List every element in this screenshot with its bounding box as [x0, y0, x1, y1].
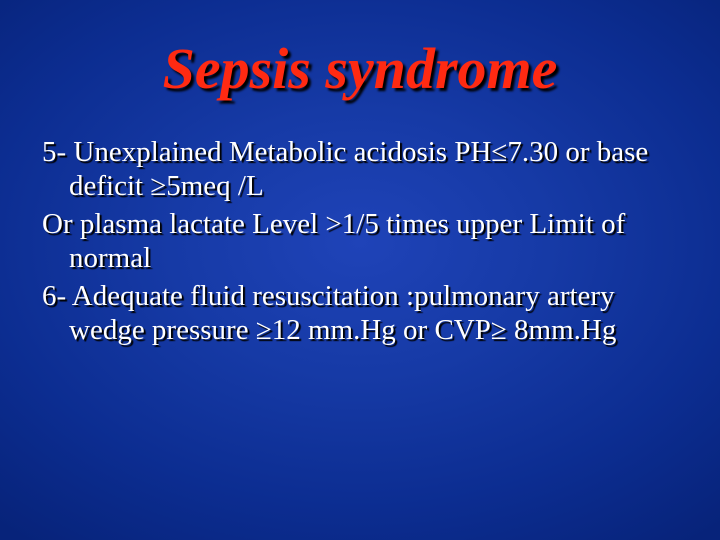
- paragraph-fluid-resuscitation: 6- Adequate fluid resuscitation :pulmonary artery wedge pressure ≥12 mm.Hg or CVP≥ 8mm.Hg: [42, 280, 617, 346]
- slide-title: Sepsis syndrome: [162, 36, 558, 101]
- slide-body: [42, 135, 682, 351]
- paragraph-plasma-lactate: Or plasma lactate Level >1/5 times upper Limit of normal: [42, 208, 626, 274]
- paragraph-metabolic-acidosis: 5- Unexplained Metabolic acidosis PH≤7.30 or base deficit ≥5meq /L: [42, 136, 649, 202]
